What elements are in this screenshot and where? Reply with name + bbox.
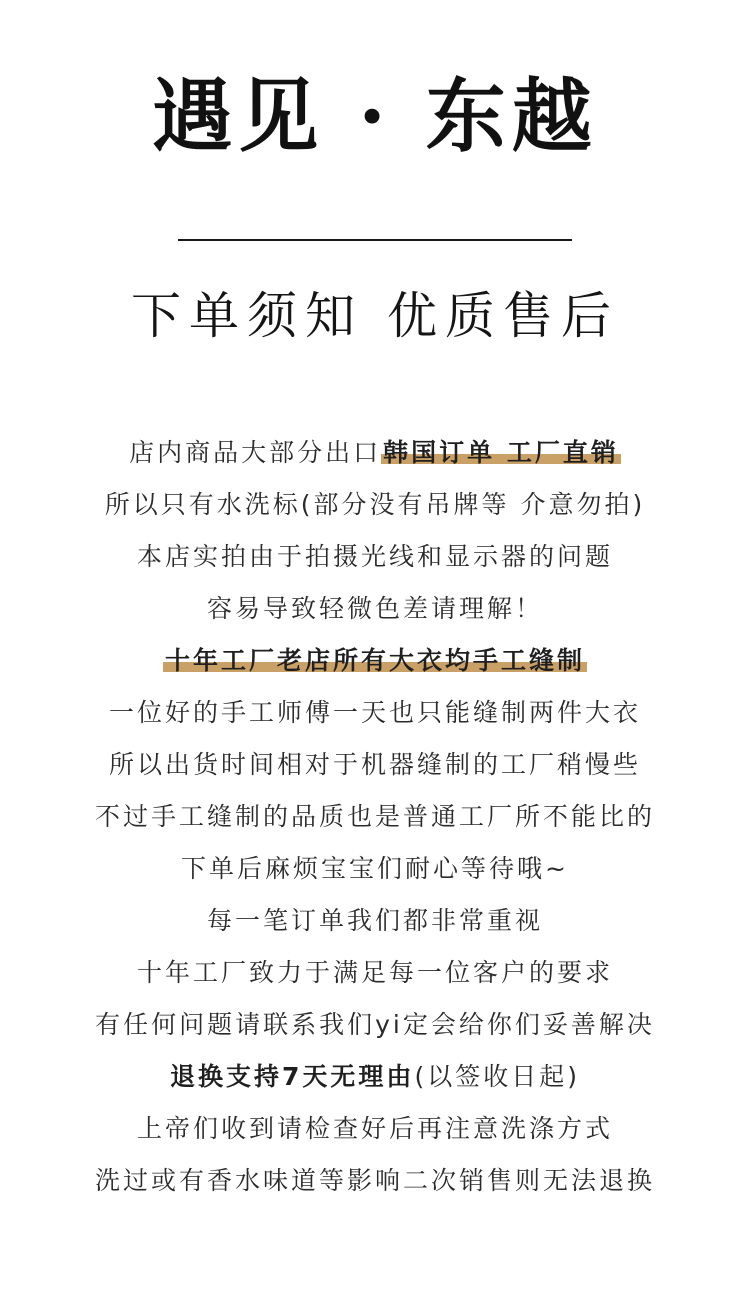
notice-line-8: 不过手工缝制的品质也是普通工厂所不能比的 — [94, 802, 655, 831]
return-policy-bold: 退换支持7天无理由 — [170, 1062, 415, 1091]
notice-line-14: 上帝们收到请检查好后再注意洗涤方式 — [136, 1114, 613, 1143]
notice-line-1-text: 店内商品大部分出口 — [129, 438, 382, 467]
notice-line-6: 一位好的手工师傅一天也只能缝制两件大衣 — [108, 698, 641, 727]
notice-line-10: 每一笔订单我们都非常重视 — [206, 906, 543, 935]
notice-line-12: 有任何问题请联系我们yi定会给你们妥善解决 — [95, 1010, 655, 1039]
notice-line-9: 下单后麻烦宝宝们耐心等待哦~ — [181, 854, 569, 883]
notice-line-15: 洗过或有香水味道等影响二次销售则无法退换 — [94, 1166, 655, 1195]
notice-line-4: 容易导致轻微色差请理解！ — [206, 594, 543, 623]
notice-line-11: 十年工厂致力于满足每一位客户的要求 — [136, 958, 613, 987]
notice-line-1 — [0, 427, 750, 479]
notice-line-2: 所以只有水洗标(部分没有吊牌等 介意勿拍) — [104, 490, 646, 519]
title-divider — [178, 239, 572, 241]
highlight-handmade-coats: 十年工厂老店所有大衣均手工缝制 — [164, 646, 585, 675]
notice-line-5 — [0, 635, 750, 687]
brand-title: 遇见 · 东越 — [152, 69, 598, 163]
return-policy-suffix: (以签收日起) — [414, 1062, 580, 1091]
notice-line-13 — [0, 1051, 750, 1103]
notice-line-3: 本店实拍由于拍摄光线和显示器的问题 — [136, 542, 613, 571]
notice-text-block — [0, 427, 750, 1207]
notice-subtitle: 下单须知 优质售后 — [131, 287, 619, 345]
highlight-korea-orders: 韩国订单 工厂直销 — [383, 438, 619, 467]
notice-line-7: 所以出货时间相对于机器缝制的工厂稍慢些 — [108, 750, 641, 779]
